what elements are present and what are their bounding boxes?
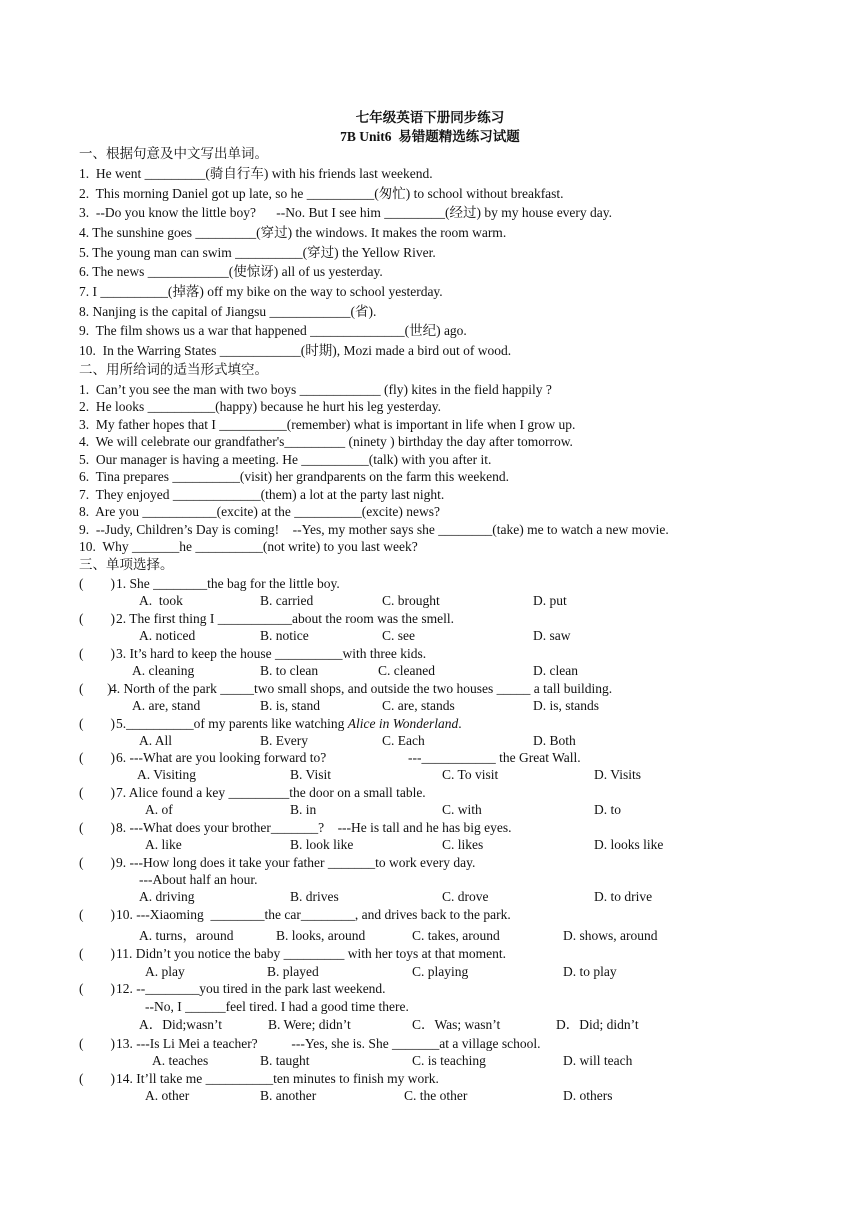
section1-item: 5. The young man can swim __________(穿过) the Yellow River. [79, 245, 436, 260]
section1-item: 4. The sunshine goes _________(穿过) the windows. It makes the room warm. [79, 225, 507, 240]
section2-item: 6. Tina prepares __________(visit) her grandparents on the farm this weekend. [79, 469, 510, 484]
option-a: A. driving [139, 889, 195, 904]
option-d: D. others [563, 1088, 613, 1103]
question-stem: 9. ---How long does it take your father _______to work every day. [116, 855, 476, 870]
answer-blank: ( ) [79, 1071, 115, 1086]
option-c: C. drove [442, 889, 489, 904]
option-a: A. took [139, 593, 183, 608]
section2-item: 9. --Judy, Children’s Day is coming! --Yes, my mother says she ________(take) me to watch a new movie. [79, 522, 669, 537]
question-stem: 8. ---What does your brother_______? ---He is tall and he has big eyes. [116, 820, 512, 835]
option-d: D. shows, around [563, 928, 658, 943]
section1-item: 9. The film shows us a war that happened ______________(世纪) ago. [79, 323, 467, 338]
option-d: D. will teach [563, 1053, 633, 1068]
option-d: D．Did; didn’t [556, 1017, 639, 1032]
answer-blank: ( ) [79, 681, 112, 696]
option-c: C. To visit [442, 767, 499, 782]
option-d: D. to play [563, 964, 617, 979]
question-stem: 12. --________you tired in the park last weekend. [116, 981, 386, 996]
question-stem: 11. Didn’t you notice the baby _________ with her toys at that moment. [116, 946, 506, 961]
section1-item: 6. The news ____________(使惊讶) all of us yesterday. [79, 264, 383, 279]
option-c: C. playing [412, 964, 469, 979]
option-b: B. another [260, 1088, 317, 1103]
option-b: B. is, stand [260, 698, 321, 713]
option-b: B. in [290, 802, 317, 817]
question-stem [116, 715, 462, 732]
worksheet-title: 七年级英语下册同步练习 [355, 110, 505, 125]
answer-blank: ( ) [79, 907, 115, 922]
question-stem-text: 5.__________of my parents like watching [116, 716, 348, 731]
option-a: A. noticed [139, 628, 196, 643]
answer-blank: ( ) [79, 981, 115, 996]
option-b: B. notice [260, 628, 309, 643]
option-a: A. like [145, 837, 182, 852]
section1-item: 10. In the Warring States ____________(时期), Mozi made a bird out of wood. [79, 343, 512, 358]
section3-heading: 三、单项选择。 [79, 557, 174, 572]
option-b: B. drives [290, 889, 339, 904]
answer-blank: ( ) [79, 611, 115, 626]
option-b: B. to clean [260, 663, 319, 678]
section1-heading: 一、根据句意及中文写出单词。 [79, 146, 268, 161]
option-b: B. carried [260, 593, 314, 608]
question-stem: 14. It’ll take me __________ten minutes to finish my work. [116, 1071, 439, 1086]
option-c: C. likes [442, 837, 484, 852]
option-a: A．Did;wasn’t [139, 1017, 222, 1032]
book-title: Alice in Wonderland [347, 716, 459, 731]
section2-item: 3. My father hopes that I __________(remember) what is important in life when I grow up. [79, 417, 576, 432]
option-c: C. the other [404, 1088, 468, 1103]
option-c: C. see [382, 628, 415, 643]
question-stem: 2. The first thing I ___________about the room was the smell. [116, 611, 454, 626]
option-d: D. to drive [594, 889, 653, 904]
section2-item: 7. They enjoyed _____________(them) a lot at the party last night. [79, 487, 445, 502]
question-stem: 10. ---Xiaoming ________the car________, and drives back to the park. [116, 907, 511, 922]
option-a: A. cleaning [132, 663, 195, 678]
section1-item: 1. He went _________(骑自行车) with his friends last weekend. [79, 166, 433, 181]
option-c: C．Was; wasn’t [412, 1017, 501, 1032]
section2-item: 2. He looks __________(happy) because he hurt his leg yesterday. [79, 399, 442, 414]
option-b: B. look like [290, 837, 354, 852]
option-b: B. Every [260, 733, 308, 748]
section1-item: 7. I __________(掉落) off my bike on the way to school yesterday. [79, 284, 443, 299]
answer-blank: ( ) [79, 785, 115, 800]
option-d: D. to [594, 802, 621, 817]
option-c: C. cleaned [378, 663, 435, 678]
section2-heading: 二、用所给词的适当形式填空。 [79, 362, 268, 377]
answer-blank: ( ) [79, 576, 115, 591]
answer-blank: ( ) [79, 1036, 115, 1051]
option-a: A. are, stand [132, 698, 201, 713]
option-b: B. looks, around [276, 928, 366, 943]
section2-item: 8. Are you ___________(excite) at the __________(excite) news? [79, 504, 441, 519]
option-d: D. saw [533, 628, 571, 643]
option-a: A. other [145, 1088, 190, 1103]
answer-blank: ( ) [79, 646, 115, 661]
option-d: D. Visits [594, 767, 641, 782]
option-a: A. All [139, 733, 173, 748]
answer-blank: ( ) [79, 750, 115, 765]
option-b: B. Were; didn’t [268, 1017, 351, 1032]
section2-item: 4. We will celebrate our grandfather's_________ (ninety ) birthday the day after tomorrow. [79, 434, 573, 449]
option-d: D. clean [533, 663, 578, 678]
option-c: C. is teaching [412, 1053, 486, 1068]
answer-blank: ( ) [79, 855, 115, 870]
option-a: A. play [145, 964, 185, 979]
section1-item: 2. This morning Daniel got up late, so he __________(匆忙) to school without breakfast. [79, 186, 564, 201]
option-d: D. is, stands [533, 698, 600, 713]
question-stem: 6. ---What are you looking forward to? [116, 750, 327, 765]
question-stem: 3. It’s hard to keep the house __________with three kids. [116, 646, 427, 661]
question-reply: ---___________ the Great Wall. [408, 750, 581, 765]
question-stem: 1. She ________the bag for the little boy. [116, 576, 340, 591]
option-d: D. put [533, 593, 567, 608]
section2-item: 5. Our manager is having a meeting. He __________(talk) with you after it. [79, 452, 492, 467]
question-reply: ---About half an hour. [139, 872, 258, 887]
option-c: C. Each [382, 733, 425, 748]
question-stem-end: . [458, 716, 462, 731]
section2-item: 1. Can’t you see the man with two boys ____________ (fly) kites in the field happily ? [79, 382, 552, 397]
option-d: D. looks like [594, 837, 664, 852]
option-c: C. brought [382, 593, 440, 608]
option-a: A. of [145, 802, 173, 817]
question-stem: 4. North of the park _____two small shops, and outside the two houses _____ a tall building. [110, 681, 613, 696]
option-d: D. Both [533, 733, 576, 748]
question-reply: --No, I ______feel tired. I had a good time there. [145, 999, 409, 1014]
worksheet-subtitle: 7B Unit6 易错题精选练习试题 [340, 129, 520, 144]
option-c: C. are, stands [382, 698, 455, 713]
section1-item: 8. Nanjing is the capital of Jiangsu ____________(省). [79, 304, 377, 319]
section1-item: 3. --Do you know the little boy? --No. But I see him _________(经过) by my house every day. [79, 205, 613, 220]
answer-blank: ( ) [79, 716, 115, 731]
answer-blank: ( ) [79, 820, 115, 835]
option-a: A. teaches [152, 1053, 209, 1068]
option-b: B. played [267, 964, 319, 979]
question-stem: 13. ---Is Li Mei a teacher? ---Yes, she is. She _______at a village school. [116, 1036, 541, 1051]
option-a: A. turns，around [139, 928, 234, 943]
option-b: B. taught [260, 1053, 310, 1068]
option-c: C. with [442, 802, 482, 817]
question-stem: 7. Alice found a key _________the door on a small table. [116, 785, 426, 800]
section2-item: 10. Why _______he __________(not write) to you last week? [79, 539, 418, 554]
option-c: C. takes, around [412, 928, 500, 943]
option-b: B. Visit [290, 767, 331, 782]
answer-blank: ( ) [79, 946, 115, 961]
option-a: A. Visiting [137, 767, 196, 782]
